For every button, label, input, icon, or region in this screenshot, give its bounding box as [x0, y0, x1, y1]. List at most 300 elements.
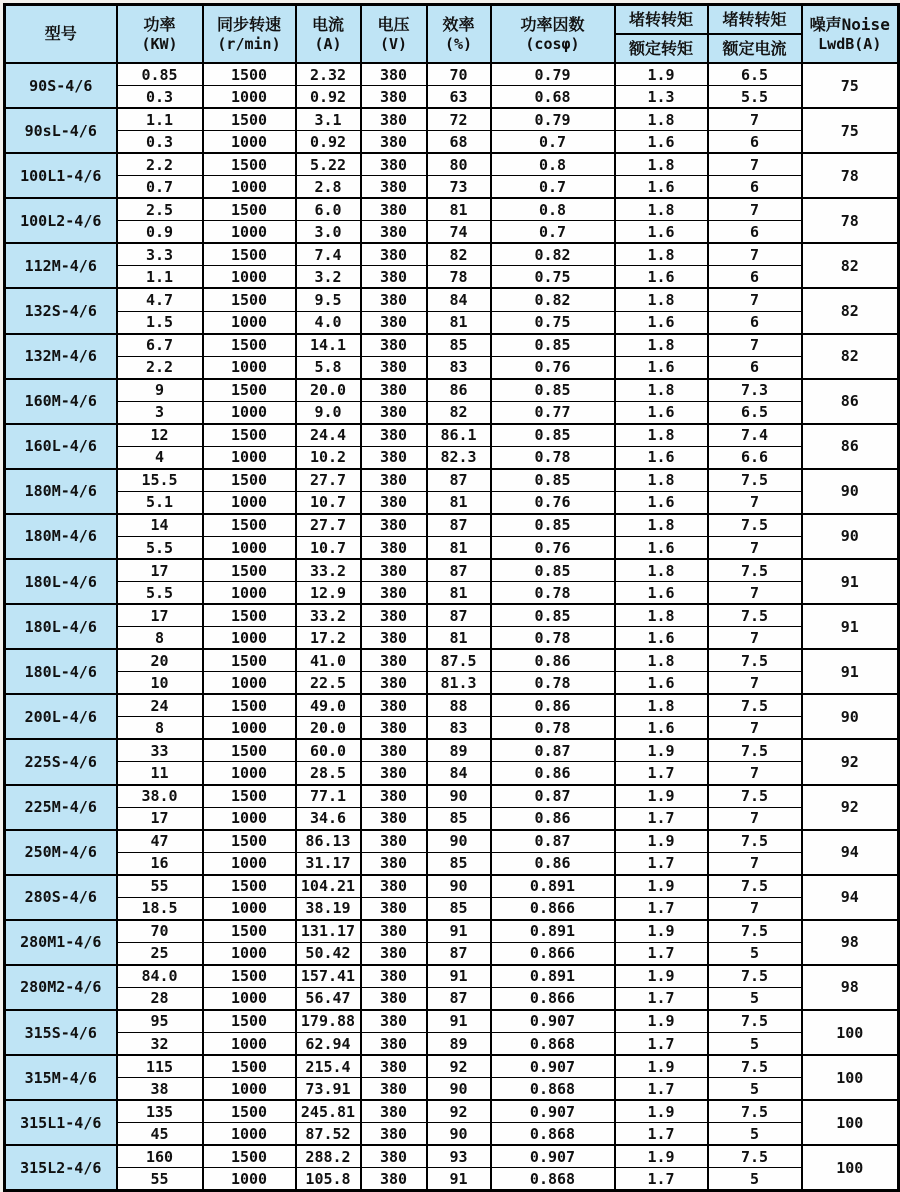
torque-ratio-cell: 1.6: [615, 536, 708, 559]
table-row: [5, 807, 899, 830]
power-cell: 5.5: [117, 582, 203, 605]
powerfactor-cell: 0.82: [491, 243, 615, 266]
torque-ratio-cell: 1.7: [615, 1168, 708, 1191]
table-header: [5, 5, 899, 64]
voltage-cell: 380: [361, 334, 427, 357]
torque-ratio-cell: 1.9: [615, 1100, 708, 1123]
voltage-cell: 380: [361, 807, 427, 830]
speed-cell: 1000: [203, 1168, 296, 1191]
efficiency-cell: 87.5: [427, 649, 491, 672]
power-cell: 4: [117, 446, 203, 469]
torque-ratio-cell: 1.9: [615, 1145, 708, 1168]
speed-cell: 1000: [203, 897, 296, 920]
efficiency-cell: 90: [427, 830, 491, 853]
efficiency-cell: 90: [427, 1078, 491, 1101]
power-cell: 2.2: [117, 153, 203, 176]
current-ratio-cell: 7.5: [708, 559, 802, 582]
speed-cell: 1000: [203, 672, 296, 695]
power-cell: 32: [117, 1033, 203, 1056]
current-ratio-cell: 5: [708, 1123, 802, 1146]
efficiency-cell: 89: [427, 1033, 491, 1056]
powerfactor-cell: 0.76: [491, 356, 615, 379]
current-ratio-cell: 7: [708, 672, 802, 695]
powerfactor-cell: 0.78: [491, 672, 615, 695]
current-ratio-cell: 7.4: [708, 424, 802, 447]
table-row: [5, 63, 899, 86]
model-cell: 200L-4/6: [5, 694, 117, 739]
current-ratio-cell: 7.5: [708, 965, 802, 988]
powerfactor-cell: 0.891: [491, 875, 615, 898]
voltage-cell: 380: [361, 1055, 427, 1078]
current-cell: 104.21: [296, 875, 361, 898]
powerfactor-cell: 0.907: [491, 1010, 615, 1033]
voltage-cell: 380: [361, 401, 427, 424]
efficiency-cell: 81: [427, 582, 491, 605]
current-cell: 50.42: [296, 942, 361, 965]
table-row: [5, 717, 899, 740]
voltage-cell: 380: [361, 582, 427, 605]
current-cell: 0.92: [296, 131, 361, 154]
current-cell: 6.0: [296, 198, 361, 221]
power-cell: 28: [117, 987, 203, 1010]
powerfactor-cell: 0.7: [491, 221, 615, 244]
efficiency-cell: 85: [427, 807, 491, 830]
efficiency-cell: 80: [427, 153, 491, 176]
torque-ratio-fraction: [616, 6, 707, 62]
current-ratio-cell: 7: [708, 536, 802, 559]
powerfactor-cell: 0.82: [491, 288, 615, 311]
table-row: [5, 582, 899, 605]
efficiency-cell: 92: [427, 1100, 491, 1123]
efficiency-cell: 82.3: [427, 446, 491, 469]
speed-cell: 1500: [203, 469, 296, 492]
table-row: [5, 424, 899, 447]
efficiency-cell: 83: [427, 717, 491, 740]
speed-cell: 1000: [203, 762, 296, 785]
current-ratio-cell: 7.5: [708, 1055, 802, 1078]
efficiency-cell: 72: [427, 108, 491, 131]
header-powerfactor-label: 功率因数: [520, 14, 585, 34]
torque-ratio-cell: 1.7: [615, 807, 708, 830]
powerfactor-cell: 0.868: [491, 1168, 615, 1191]
powerfactor-cell: 0.68: [491, 86, 615, 109]
table-row: [5, 356, 899, 379]
powerfactor-cell: 0.85: [491, 424, 615, 447]
voltage-cell: 380: [361, 852, 427, 875]
current-ratio-cell: 7: [708, 582, 802, 605]
speed-cell: 1500: [203, 920, 296, 943]
voltage-cell: 380: [361, 153, 427, 176]
torque-ratio-cell: 1.7: [615, 897, 708, 920]
voltage-cell: 380: [361, 1145, 427, 1168]
table-row: [5, 987, 899, 1010]
power-cell: 11: [117, 762, 203, 785]
speed-cell: 1500: [203, 63, 296, 86]
voltage-cell: 380: [361, 221, 427, 244]
model-cell: 180M-4/6: [5, 514, 117, 559]
torque-ratio-cell: 1.6: [615, 446, 708, 469]
torque-ratio-cell: 1.8: [615, 334, 708, 357]
current-ratio-cell: 7.5: [708, 694, 802, 717]
voltage-cell: 380: [361, 785, 427, 808]
current-ratio-cell: 6.6: [708, 446, 802, 469]
speed-cell: 1000: [203, 807, 296, 830]
current-ratio-cell: 7: [708, 198, 802, 221]
efficiency-cell: 82: [427, 401, 491, 424]
power-cell: 25: [117, 942, 203, 965]
header-speed-unit: (r/min): [217, 34, 281, 53]
table-row: [5, 1055, 899, 1078]
model-cell: 100L2-4/6: [5, 198, 117, 243]
header-powerfactor: [491, 5, 615, 64]
torque-ratio-cell: 1.7: [615, 762, 708, 785]
powerfactor-cell: 0.907: [491, 1145, 615, 1168]
model-cell: 180L-4/6: [5, 604, 117, 649]
speed-cell: 1500: [203, 604, 296, 627]
table-row: [5, 311, 899, 334]
noise-cell: 94: [802, 875, 899, 920]
table-row: [5, 559, 899, 582]
header-row: [5, 5, 899, 64]
table-row: [5, 131, 899, 154]
voltage-cell: 380: [361, 965, 427, 988]
torque-ratio-cell: 1.9: [615, 875, 708, 898]
table-row: [5, 694, 899, 717]
table-row: [5, 176, 899, 199]
table-row: [5, 288, 899, 311]
noise-cell: 86: [802, 379, 899, 424]
torque-ratio-cell: 1.7: [615, 1078, 708, 1101]
efficiency-cell: 85: [427, 897, 491, 920]
efficiency-cell: 88: [427, 694, 491, 717]
torque-ratio-cell: 1.3: [615, 86, 708, 109]
model-cell: 225S-4/6: [5, 739, 117, 784]
table-row: [5, 469, 899, 492]
header-noise: [802, 5, 899, 64]
power-cell: 47: [117, 830, 203, 853]
header-voltage: [361, 5, 427, 64]
current-cell: 31.17: [296, 852, 361, 875]
torque-ratio-cell: 1.9: [615, 739, 708, 762]
current-cell: 3.1: [296, 108, 361, 131]
torque-ratio-cell: 1.8: [615, 649, 708, 672]
speed-cell: 1000: [203, 1123, 296, 1146]
header-current-label: 电流: [311, 14, 344, 34]
current-cell: 17.2: [296, 627, 361, 650]
efficiency-cell: 85: [427, 852, 491, 875]
current-cell: 3.0: [296, 221, 361, 244]
speed-cell: 1500: [203, 108, 296, 131]
current-ratio-cell: 7.5: [708, 875, 802, 898]
header-efficiency-label: 效率: [442, 14, 475, 34]
current-ratio-cell: 7: [708, 243, 802, 266]
torque-ratio-cell: 1.6: [615, 356, 708, 379]
power-cell: 0.7: [117, 176, 203, 199]
efficiency-cell: 74: [427, 221, 491, 244]
table-row: [5, 1168, 899, 1191]
speed-cell: 1000: [203, 491, 296, 514]
speed-cell: 1000: [203, 717, 296, 740]
noise-cell: 92: [802, 739, 899, 784]
current-cell: 49.0: [296, 694, 361, 717]
power-cell: 5.1: [117, 491, 203, 514]
speed-cell: 1000: [203, 446, 296, 469]
model-cell: 280M1-4/6: [5, 920, 117, 965]
voltage-cell: 380: [361, 1168, 427, 1191]
current-ratio-cell: 7.5: [708, 830, 802, 853]
noise-cell: 94: [802, 830, 899, 875]
efficiency-cell: 81: [427, 491, 491, 514]
table-row: [5, 266, 899, 289]
model-cell: 250M-4/6: [5, 830, 117, 875]
speed-cell: 1500: [203, 739, 296, 762]
model-cell: 132M-4/6: [5, 334, 117, 379]
current-cell: 0.92: [296, 86, 361, 109]
model-cell: 315S-4/6: [5, 1010, 117, 1055]
power-cell: 70: [117, 920, 203, 943]
power-cell: 8: [117, 717, 203, 740]
efficiency-cell: 89: [427, 739, 491, 762]
current-cell: 62.94: [296, 1033, 361, 1056]
power-cell: 135: [117, 1100, 203, 1123]
torque-ratio-cell: 1.6: [615, 131, 708, 154]
noise-cell: 82: [802, 334, 899, 379]
header-noise-unit: LwdB(A): [818, 34, 882, 53]
table-row: [5, 401, 899, 424]
voltage-cell: 380: [361, 1033, 427, 1056]
torque-ratio-cell: 1.9: [615, 63, 708, 86]
powerfactor-cell: 0.891: [491, 965, 615, 988]
table-row: [5, 852, 899, 875]
efficiency-cell: 87: [427, 942, 491, 965]
powerfactor-cell: 0.75: [491, 266, 615, 289]
current-ratio-cell: 5.5: [708, 86, 802, 109]
table-row: [5, 108, 899, 131]
current-ratio-cell: 7: [708, 897, 802, 920]
header-voltage-label: 电压: [377, 14, 410, 34]
header-power-label: 功率: [143, 14, 176, 34]
power-cell: 0.9: [117, 221, 203, 244]
noise-cell: 86: [802, 424, 899, 469]
current-ratio-cell: 7: [708, 807, 802, 830]
table-row: [5, 875, 899, 898]
voltage-cell: 380: [361, 131, 427, 154]
torque-ratio-cell: 1.7: [615, 987, 708, 1010]
efficiency-cell: 84: [427, 288, 491, 311]
efficiency-cell: 87: [427, 559, 491, 582]
voltage-cell: 380: [361, 536, 427, 559]
voltage-cell: 380: [361, 469, 427, 492]
header-speed: [203, 5, 296, 64]
table-row: [5, 1078, 899, 1101]
voltage-cell: 380: [361, 1010, 427, 1033]
current-ratio-cell: 7: [708, 627, 802, 650]
table-row: [5, 198, 899, 221]
voltage-cell: 380: [361, 176, 427, 199]
speed-cell: 1000: [203, 1078, 296, 1101]
noise-cell: 90: [802, 694, 899, 739]
model-cell: 90sL-4/6: [5, 108, 117, 153]
powerfactor-cell: 0.868: [491, 1033, 615, 1056]
voltage-cell: 380: [361, 604, 427, 627]
powerfactor-cell: 0.76: [491, 491, 615, 514]
speed-cell: 1000: [203, 942, 296, 965]
motor-spec-table: [3, 3, 900, 1192]
voltage-cell: 380: [361, 266, 427, 289]
power-cell: 95: [117, 1010, 203, 1033]
speed-cell: 1000: [203, 176, 296, 199]
current-ratio-cell: 7.5: [708, 739, 802, 762]
model-cell: 132S-4/6: [5, 288, 117, 333]
current-cell: 86.13: [296, 830, 361, 853]
current-ratio-numerator: 堵转转矩: [709, 6, 801, 35]
efficiency-cell: 73: [427, 176, 491, 199]
efficiency-cell: 91: [427, 1168, 491, 1191]
speed-cell: 1000: [203, 86, 296, 109]
noise-cell: 98: [802, 920, 899, 965]
header-power-unit: (KW): [141, 34, 178, 53]
efficiency-cell: 91: [427, 1010, 491, 1033]
header-voltage-unit: (V): [379, 34, 408, 53]
powerfactor-cell: 0.891: [491, 920, 615, 943]
efficiency-cell: 86.1: [427, 424, 491, 447]
voltage-cell: 380: [361, 446, 427, 469]
table-row: [5, 897, 899, 920]
efficiency-cell: 81: [427, 198, 491, 221]
powerfactor-cell: 0.85: [491, 604, 615, 627]
speed-cell: 1500: [203, 559, 296, 582]
power-cell: 1.1: [117, 266, 203, 289]
power-cell: 9: [117, 379, 203, 402]
voltage-cell: 380: [361, 987, 427, 1010]
voltage-cell: 380: [361, 108, 427, 131]
current-cell: 10.7: [296, 491, 361, 514]
current-ratio-cell: 5: [708, 1168, 802, 1191]
powerfactor-cell: 0.78: [491, 446, 615, 469]
torque-ratio-cell: 1.9: [615, 785, 708, 808]
power-cell: 14: [117, 514, 203, 537]
table-row: [5, 334, 899, 357]
power-cell: 1.5: [117, 311, 203, 334]
table-row: [5, 86, 899, 109]
torque-ratio-cell: 1.6: [615, 221, 708, 244]
voltage-cell: 380: [361, 694, 427, 717]
powerfactor-cell: 0.76: [491, 536, 615, 559]
table-row: [5, 221, 899, 244]
current-ratio-cell: 6: [708, 311, 802, 334]
power-cell: 2.2: [117, 356, 203, 379]
speed-cell: 1500: [203, 288, 296, 311]
voltage-cell: 380: [361, 627, 427, 650]
voltage-cell: 380: [361, 514, 427, 537]
speed-cell: 1500: [203, 198, 296, 221]
current-cell: 157.41: [296, 965, 361, 988]
noise-cell: 91: [802, 604, 899, 649]
efficiency-cell: 87: [427, 469, 491, 492]
powerfactor-cell: 0.866: [491, 897, 615, 920]
voltage-cell: 380: [361, 288, 427, 311]
voltage-cell: 380: [361, 717, 427, 740]
current-ratio-cell: 7: [708, 108, 802, 131]
current-cell: 7.4: [296, 243, 361, 266]
power-cell: 17: [117, 559, 203, 582]
header-power: [117, 5, 203, 64]
powerfactor-cell: 0.868: [491, 1078, 615, 1101]
torque-ratio-cell: 1.7: [615, 1123, 708, 1146]
speed-cell: 1500: [203, 153, 296, 176]
torque-ratio-cell: 1.6: [615, 401, 708, 424]
current-cell: 20.0: [296, 379, 361, 402]
powerfactor-cell: 0.78: [491, 627, 615, 650]
efficiency-cell: 63: [427, 86, 491, 109]
power-cell: 45: [117, 1123, 203, 1146]
table-row: [5, 243, 899, 266]
torque-ratio-cell: 1.6: [615, 582, 708, 605]
torque-ratio-cell: 1.8: [615, 694, 708, 717]
power-cell: 6.7: [117, 334, 203, 357]
torque-ratio-cell: 1.6: [615, 672, 708, 695]
current-ratio-denominator: 额定电流: [722, 38, 787, 58]
current-cell: 5.22: [296, 153, 361, 176]
speed-cell: 1000: [203, 221, 296, 244]
header-efficiency-unit: (%): [444, 34, 473, 53]
current-cell: 14.1: [296, 334, 361, 357]
torque-ratio-cell: 1.7: [615, 942, 708, 965]
speed-cell: 1500: [203, 694, 296, 717]
efficiency-cell: 87: [427, 514, 491, 537]
model-cell: 180L-4/6: [5, 649, 117, 694]
current-ratio-cell: 7.5: [708, 649, 802, 672]
noise-cell: 90: [802, 514, 899, 559]
speed-cell: 1000: [203, 627, 296, 650]
torque-ratio-cell: 1.7: [615, 852, 708, 875]
efficiency-cell: 70: [427, 63, 491, 86]
current-cell: 2.32: [296, 63, 361, 86]
torque-ratio-cell: 1.6: [615, 717, 708, 740]
speed-cell: 1500: [203, 1100, 296, 1123]
voltage-cell: 380: [361, 672, 427, 695]
torque-ratio-cell: 1.8: [615, 198, 708, 221]
current-ratio-cell: 7: [708, 852, 802, 875]
current-cell: 73.91: [296, 1078, 361, 1101]
voltage-cell: 380: [361, 559, 427, 582]
header-speed-label: 同步转速: [216, 14, 281, 34]
current-ratio-cell: 7.5: [708, 1100, 802, 1123]
powerfactor-cell: 0.86: [491, 649, 615, 672]
model-cell: 280S-4/6: [5, 875, 117, 920]
efficiency-cell: 81.3: [427, 672, 491, 695]
table-row: [5, 762, 899, 785]
power-cell: 20: [117, 649, 203, 672]
current-ratio-cell: 6: [708, 356, 802, 379]
table-row: [5, 785, 899, 808]
torque-ratio-cell: 1.6: [615, 176, 708, 199]
powerfactor-cell: 0.907: [491, 1055, 615, 1078]
powerfactor-cell: 0.77: [491, 401, 615, 424]
voltage-cell: 380: [361, 379, 427, 402]
current-ratio-cell: 7: [708, 153, 802, 176]
power-cell: 2.5: [117, 198, 203, 221]
voltage-cell: 380: [361, 198, 427, 221]
model-cell: 315M-4/6: [5, 1055, 117, 1100]
voltage-cell: 380: [361, 86, 427, 109]
speed-cell: 1500: [203, 875, 296, 898]
header-efficiency: [427, 5, 491, 64]
efficiency-cell: 90: [427, 875, 491, 898]
current-ratio-cell: 7.5: [708, 604, 802, 627]
header-model-label: 型号: [44, 24, 77, 43]
speed-cell: 1000: [203, 356, 296, 379]
